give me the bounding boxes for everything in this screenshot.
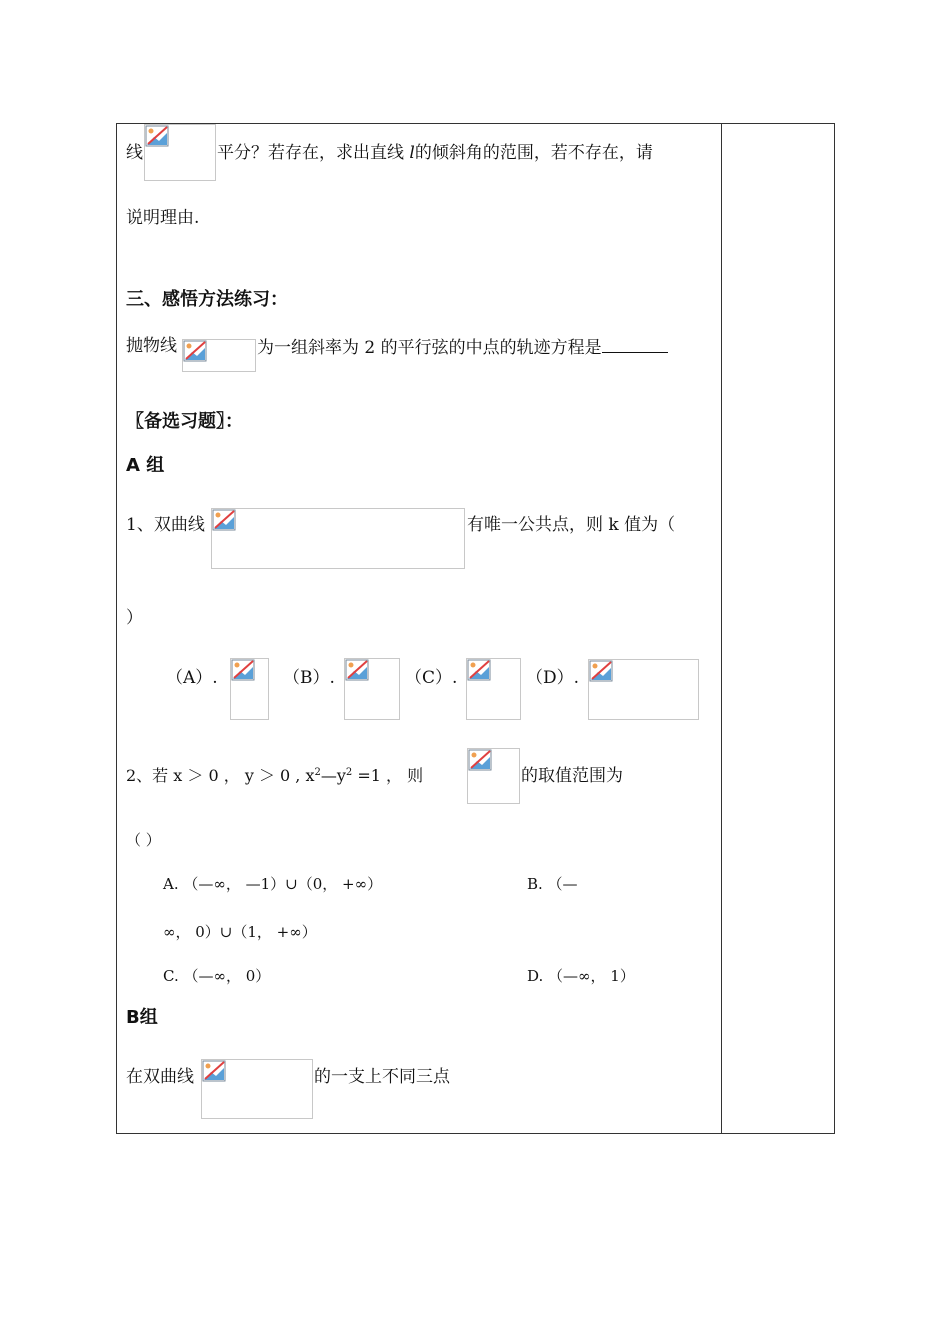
q2-option-c: C. （—∞， 0）	[163, 967, 271, 985]
q2-text-d: 的取值范围为	[521, 766, 623, 786]
section3-q-a: 抛物线	[126, 336, 177, 356]
table-column-divider	[721, 123, 722, 1134]
group-b-text-b: 的一支上不同三点	[314, 1067, 450, 1087]
section3-q-b: 为一组斜率为 2 的平行弦的中点的轨迹方程是	[257, 336, 668, 358]
q2-option-d: D. （—∞， 1）	[527, 967, 635, 985]
broken-image-icon	[182, 339, 256, 372]
q1-option-c-label: （C）.	[405, 668, 458, 688]
group-b-heading: B组	[126, 1007, 158, 1028]
broken-image-icon	[467, 748, 520, 804]
q1-option-a-label: （A）.	[166, 668, 218, 688]
broken-image-icon	[201, 1059, 313, 1119]
answer-blank[interactable]	[602, 336, 668, 353]
q2-answer-paren: （ ）	[126, 831, 161, 849]
p1-text-a: 线	[126, 143, 143, 163]
q1-text-a: 1、双曲线	[126, 515, 205, 535]
q2-option-b: B. （—	[527, 875, 578, 893]
group-b-text-a: 在双曲线	[126, 1067, 194, 1087]
q1-option-d-label: （D）.	[526, 668, 580, 688]
q1-text-b: 有唯一公共点，则 k 值为（	[467, 515, 676, 535]
p1-text-b: 平分？若存在，求出直线 l的倾斜角的范围，若不存在，请	[217, 143, 653, 163]
q2-text-a: 2、若 x ＞ 0 ， y ＞ 0 , $x^2—y^2 =1$ ， 则	[126, 766, 424, 785]
broken-image-icon	[466, 658, 521, 720]
broken-image-icon	[211, 508, 465, 569]
broken-image-icon	[344, 658, 400, 720]
broken-image-icon	[144, 124, 216, 181]
broken-image-icon	[230, 658, 269, 720]
q1-option-b-label: （B）.	[283, 668, 335, 688]
q2-option-b-cont: ∞， 0）∪（1， +∞）	[163, 923, 317, 941]
group-a-heading: A 组	[126, 455, 165, 476]
backup-heading: 〖备选习题〗：	[126, 411, 243, 432]
q1-text-c: ）	[126, 608, 143, 628]
section3-heading: 三、感悟方法练习：	[126, 289, 288, 310]
broken-image-icon	[588, 659, 699, 720]
p1-line2: 说明理由.	[126, 208, 200, 228]
q2-option-a: A. （—∞， —1）∪（0， +∞）	[163, 875, 383, 893]
